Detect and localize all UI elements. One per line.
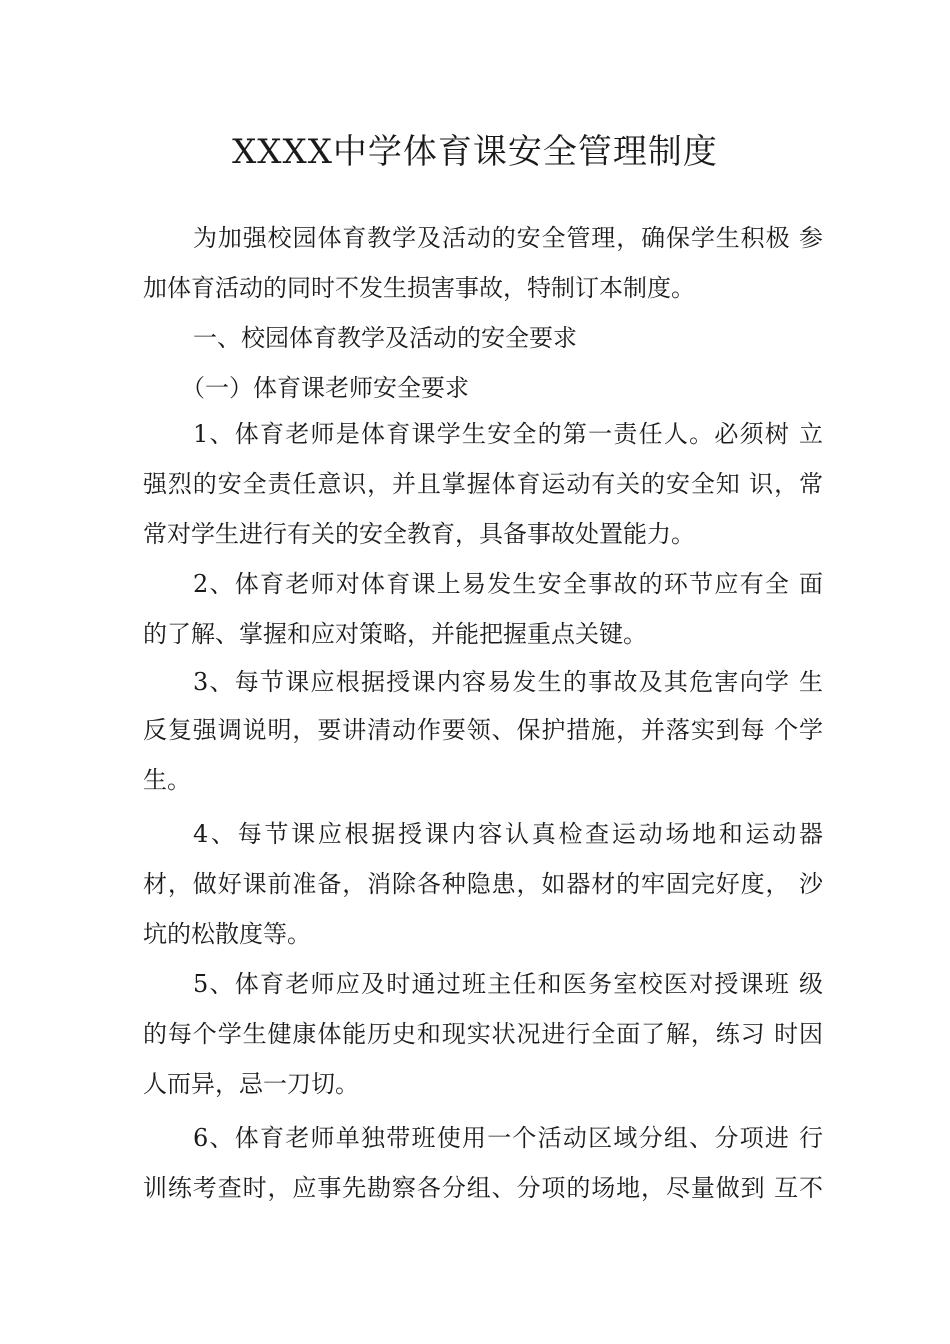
paragraph-line: 2、体育老师对体育课上易发生安全事故的环节应有全 面 xyxy=(193,570,823,598)
paragraph-line: 人而异，忌一刀切。 xyxy=(143,1070,359,1098)
paragraph-line: 加体育活动的同时不发生损害事故，特制订本制度。 xyxy=(143,274,695,302)
subsection-heading: （一）体育课老师安全要求 xyxy=(181,374,469,402)
paragraph-line: 6、体育老师单独带班使用一个活动区域分组、分项进 行 xyxy=(193,1124,823,1152)
paragraph-line: 3、每节课应根据授课内容易发生的事故及其危害向学 生 xyxy=(193,668,823,696)
paragraph-line: 的每个学生健康体能历史和现实状况进行全面了解，练习 时因 xyxy=(143,1020,823,1048)
paragraph-line: 4、每节课应根据授课内容认真检查运动场地和运动器 xyxy=(193,820,823,848)
document-title: XXXX中学体育课安全管理制度 xyxy=(232,132,718,172)
paragraph-line: 强烈的安全责任意识，并且掌握体育运动有关的安全知 识，常 xyxy=(143,470,823,498)
paragraph-line: 的了解、掌握和应对策略，并能把握重点关键。 xyxy=(143,620,647,648)
paragraph-line: 材，做好课前准备，消除各种隐患，如器材的牢固完好度， 沙 xyxy=(143,870,823,898)
paragraph-line: 5、体育老师应及时通过班主任和医务室校医对授课班 级 xyxy=(193,970,823,998)
paragraph-line: 常对学生进行有关的安全教育，具备事故处置能力。 xyxy=(143,520,695,548)
paragraph-line: 坑的松散度等。 xyxy=(143,920,311,948)
paragraph-line: 生。 xyxy=(143,766,191,794)
paragraph-line: 训练考查时，应事先勘察各分组、分项的场地，尽量做到 互不 xyxy=(143,1174,823,1202)
paragraph-line: 1、体育老师是体育课学生安全的第一责任人。必须树 立 xyxy=(193,420,823,448)
paragraph-line: 为加强校园体育教学及活动的安全管理，确保学生积极 参 xyxy=(193,224,823,252)
section-heading: 一、校园体育教学及活动的安全要求 xyxy=(193,324,577,352)
paragraph-line: 反复强调说明，要讲清动作要领、保护措施，并落实到每 个学 xyxy=(143,716,823,744)
